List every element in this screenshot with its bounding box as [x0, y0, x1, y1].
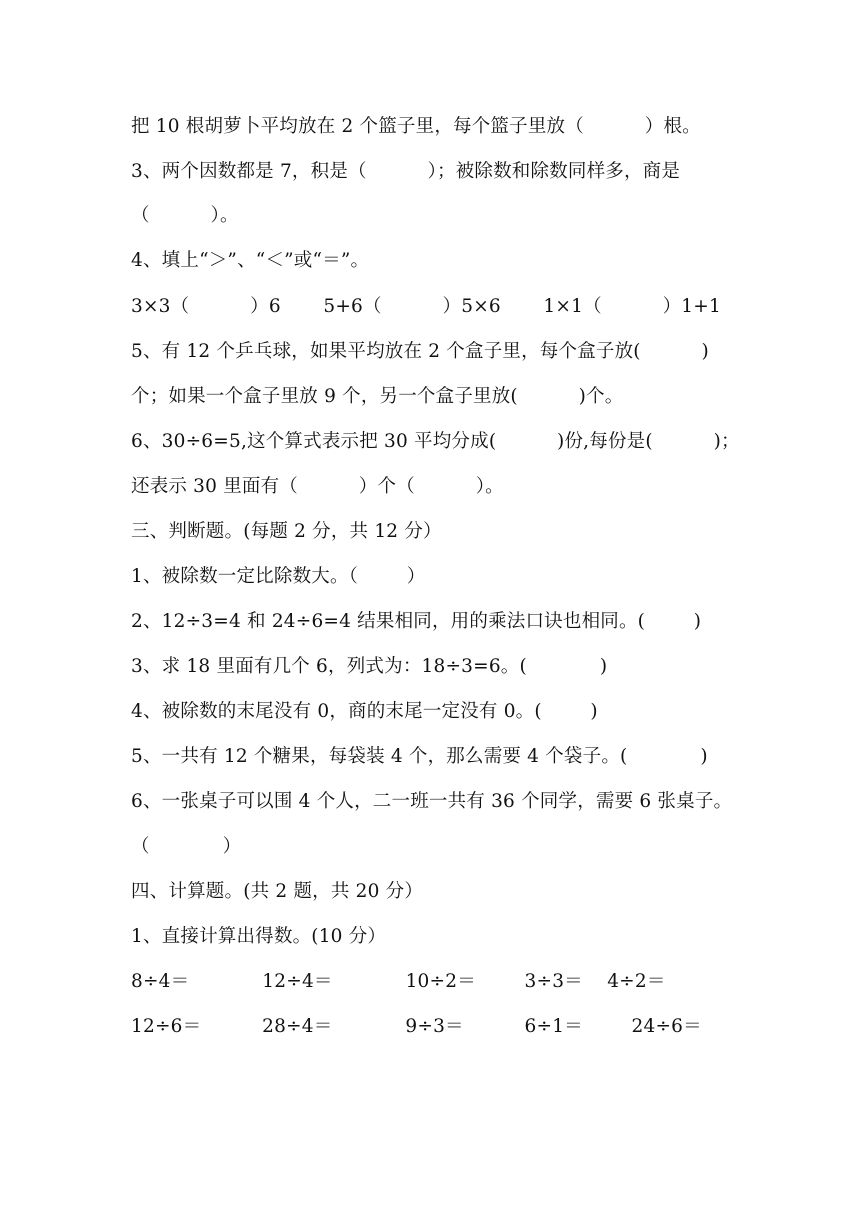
question-2-6-line: 6、30÷6=5,这个算式表示把 30 平均分成( )份,每份是( )； [131, 431, 740, 452]
calculation-question-1: 1、直接计算出得数。(10 分） [131, 926, 387, 947]
section-4-heading: 四、计算题。(共 2 题，共 20 分） [131, 881, 424, 902]
question-2-6-continuation: 还表示 30 里面有（ ）个（ ）。 [131, 476, 504, 497]
question-2-5-continuation: 个；如果一个盒子里放 9 个，另一个盒子里放( )个。 [131, 386, 624, 407]
judgement-item-3: 3、求 18 里面有几个 6，列式为：18÷3=6。( ) [131, 656, 608, 677]
question-2-4-line: 4、填上“＞”、“＜”或“＝”。 [131, 250, 370, 271]
judgement-item-6: 6、一张桌子可以围 4 个人，二一班一共有 36 个同学，需要 6 张桌子。 [131, 791, 733, 812]
question-2-2-line: 把 10 根胡萝卜平均放在 2 个篮子里，每个篮子里放（ ）根。 [131, 116, 701, 137]
judgement-item-2: 2、12÷3=4 和 24÷6=4 结果相同，用的乘法口诀也相同。( ) [131, 611, 702, 632]
calculation-row-2: 12÷6＝ 28÷4＝ 9÷3＝ 6÷1＝ 24÷6＝ [131, 1016, 702, 1037]
question-2-3-line: 3、两个因数都是 7，积是（ ）；被除数和除数同样多，商是 [131, 161, 681, 182]
calculation-row-1: 8÷4＝ 12÷4＝ 10÷2＝ 3÷3＝ 4÷2＝ [131, 971, 666, 992]
question-2-5-line: 5、有 12 个乒乓球，如果平均放在 2 个盒子里，每个盒子放( ) [131, 341, 709, 362]
judgement-item-6-continuation: （ ） [131, 836, 242, 857]
judgement-item-1: 1、被除数一定比除数大。（ ） [131, 566, 426, 587]
section-3-heading: 三、判断题。(每题 2 分，共 12 分） [131, 521, 442, 542]
judgement-item-5: 5、一共有 12 个糖果，每袋装 4 个，那么需要 4 个袋子。( ) [131, 746, 708, 767]
question-2-3-continuation: （ ）。 [131, 205, 239, 226]
comparison-items-line: 3×3（ ）6 5+6（ ）5×6 1×1（ ）1+1 [131, 296, 721, 317]
judgement-item-4: 4、被除数的末尾没有 0，商的末尾一定没有 0。( ) [131, 701, 598, 722]
